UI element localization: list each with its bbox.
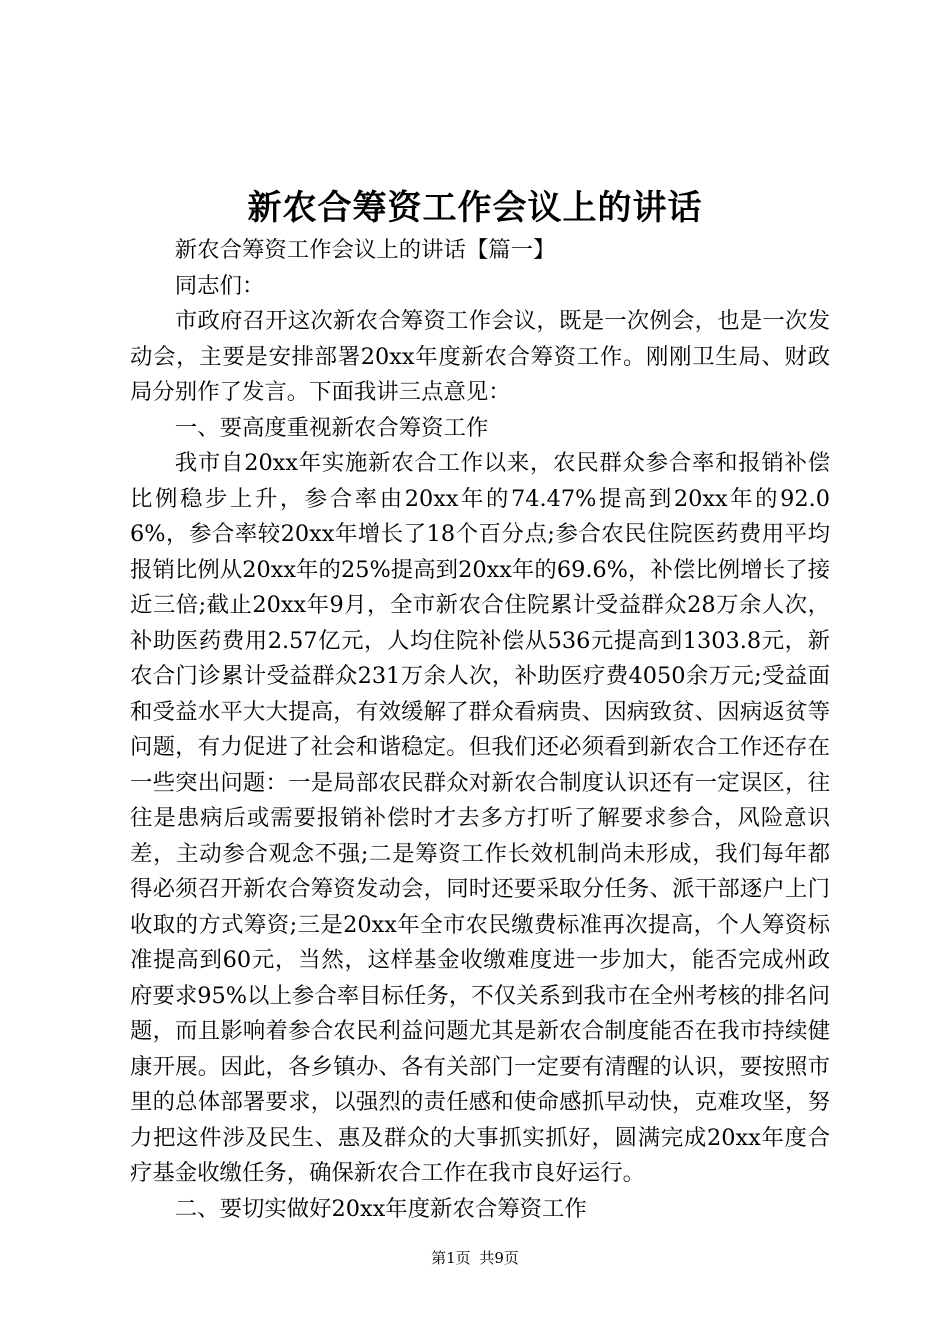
section-heading-part-one: 新农合筹资工作会议上的讲话【篇一】 [174, 237, 556, 263]
page-total: 共9页 [479, 1249, 519, 1267]
document-body [130, 233, 830, 1227]
page-number: 第1页 [431, 1249, 471, 1267]
point-two-heading: 二、要切实做好20xx年度新农合筹资工作 [174, 1195, 587, 1222]
point-one-heading: 一、要高度重视新农合筹资工作 [174, 414, 489, 441]
document-title: 新农合筹资工作会议上的讲话 [247, 188, 703, 228]
salutation: 同志们： [174, 272, 265, 299]
point-one-body: 我市自20xx年实施新农合工作以来，农民群众参合率和报销补偿比例稳步上升，参合率由20xx年的74.47%提高到20xx年的92.06%，参合率较20xx年增长了18个百分点;参合农民住院医药费用平均报销比例从20xx年的25%提高到20xx年的69.6%，补偿比例增长了接近三倍;截止20xx年9月，全市新农合住院累计受益群众28万余人次，补助医药费用2.57亿元，人均住院补偿从536元提高到1303.8元，新农合门诊累计受益群众231万余人次，补助医疗费4050余万元;受益面和受益水平大大提高，有效缓解了群众看病贵、因病致贫、因病返贫等问题，有力促进了社会和谐稳定。但我们还必须看到新农合工作还存在一些突出问题：一是局部农民群众对新农合制度认识还有一定误区，往往是患病后或需要报销补偿时才去多方打听了解要求参合，风险意识差，主动参合观念不强;二是筹资工作长效机制尚未形成，我们每年都得必须召开新农合筹资发动会，同时还要采取分任务、派干部逐户上门收取的方式筹资;三是20xx年全市农民缴费标准再次提高，个人筹资标准提高到60元，当然，这样基金收缴难度进一步加大，能否完成州政府要求95%以上参合率目标任务，不仅关系到我市在全州考核的排名问题，而且影响着参合农民利益问题尤其是新农合制度能否在我市持续健康开展。因此，各乡镇办、各有关部门一定要有清醒的认识，要按照市里的总体部署要求，以强烈的责任感和使命感抓早动快，克难攻坚，努力把这件涉及民生、惠及群众的大事抓实抓好，圆满完成20xx年度合疗基金收缴任务，确保新农合工作在我市良好运行。 [130, 450, 830, 1186]
page-footer [0, 1247, 950, 1269]
opening-paragraph: 市政府召开这次新农合筹资工作会议，既是一次例会，也是一次发动会，主要是安排部署20xx年度新农合筹资工作。刚刚卫生局、财政局分别作了发言。下面我讲三点意见： [130, 308, 830, 405]
